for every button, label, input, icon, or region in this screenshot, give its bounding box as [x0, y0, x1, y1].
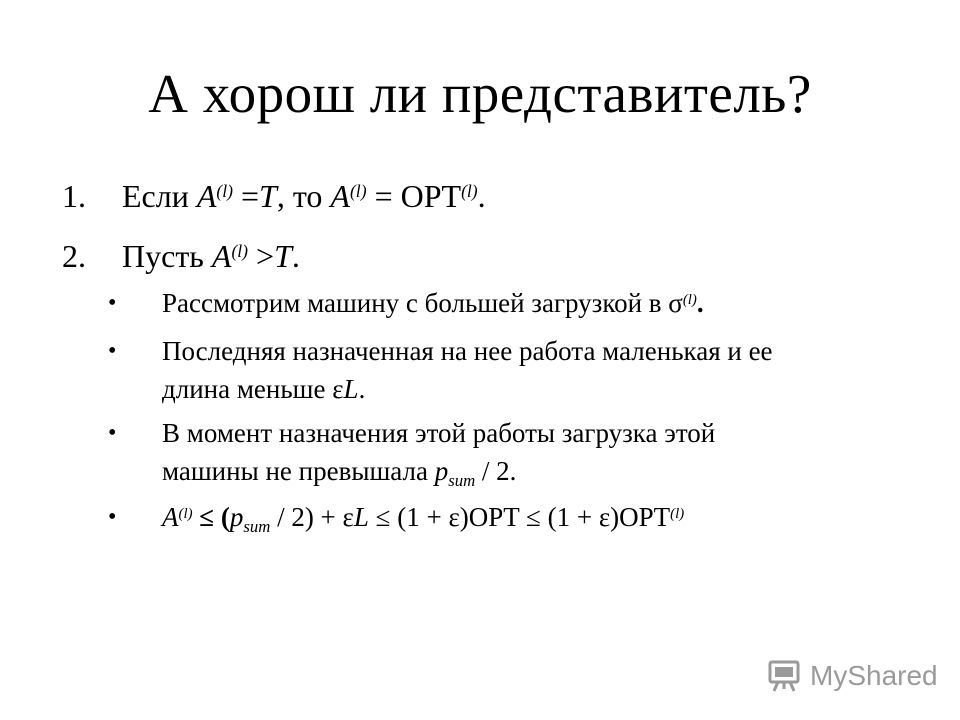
bullet-4-open-paren: ( [220, 502, 230, 532]
bullet-2-var-l: L [343, 374, 359, 404]
slide-title: А хорош ли представитель? [148, 63, 812, 124]
bullet-4-var-l: L [353, 502, 369, 532]
item-number-2: 2. [62, 238, 86, 274]
item-1-text-b: = [233, 178, 260, 214]
bullet-marker-3: • [108, 420, 117, 446]
item-1-sup-l3: (l) [461, 181, 478, 202]
item-1 [122, 176, 486, 221]
item-2-sup-l: (l) [231, 241, 249, 262]
item-1-var-a: A [196, 178, 217, 214]
item-2-var-t: T [274, 238, 292, 274]
bullet-2-line-2 [162, 370, 365, 408]
item-1-text-d: = OPT [366, 178, 462, 214]
bullet-1-text: Рассмотрим машину с большей загрузкой в σ [162, 288, 683, 318]
bullet-4-var-p: p [229, 502, 244, 532]
bullet-4-sub-sum: sum [243, 516, 271, 536]
bullet-4-sup-l: (l) [178, 505, 193, 522]
bullet-marker-2: • [108, 338, 117, 364]
item-2-text-b: > [248, 238, 275, 274]
presentation-board-icon [766, 658, 802, 694]
bullet-4-sup-l2: (l) [670, 505, 685, 522]
item-2-text-a: Пусть [122, 238, 212, 274]
bullet-4-leq-1: ≤ [192, 502, 221, 532]
bullet-marker-1: • [108, 290, 117, 316]
bullet-1-sup-l: (l) [682, 291, 697, 308]
bullet-3-text-b: / 2. [475, 456, 517, 486]
bullet-3-line-2 [162, 452, 516, 494]
bullet-2-line-1: Последняя назначенная на нее работа маленькая и ее [162, 336, 773, 366]
item-number-1: 1. [62, 178, 86, 214]
bullet-3-line-1: В момент назначения этой работы загрузка этой [162, 418, 716, 448]
bullet-marker-4: • [108, 504, 117, 530]
bullet-1-end: . [696, 288, 704, 318]
bullet-4-var-a: A [162, 502, 179, 532]
bullet-4-text-a: / 2) + ε [270, 502, 354, 532]
bullet-3-text-a: машины не превышала [162, 456, 435, 486]
item-2 [122, 236, 300, 281]
item-1-var-a2: A [330, 178, 350, 214]
bullet-2-text-a: длина меньше ε [162, 374, 344, 404]
bullet-3-sub-sum: sum [448, 470, 476, 490]
watermark-logo[interactable] [766, 656, 938, 696]
item-1-sup-l2: (l) [349, 181, 367, 202]
bullet-2-text-b: . [358, 374, 366, 404]
item-2-text-c: . [291, 238, 300, 274]
item-1-text-a: Если [122, 178, 197, 214]
item-1-sup-l: (l) [216, 181, 233, 202]
watermark-text: MyShared [810, 660, 938, 691]
item-2-var-a: A [211, 238, 232, 274]
bullet-3-var-p: p [434, 456, 449, 486]
item-1-var-t: T [259, 178, 277, 214]
bullet-1 [162, 284, 704, 327]
item-1-text-e: . [477, 178, 486, 214]
bullet-4-text-b: ≤ (1 + ε)OPT ≤ (1 + ε)OPT [368, 502, 671, 532]
item-1-text-c: , то [276, 178, 331, 214]
bullet-4 [162, 498, 684, 541]
